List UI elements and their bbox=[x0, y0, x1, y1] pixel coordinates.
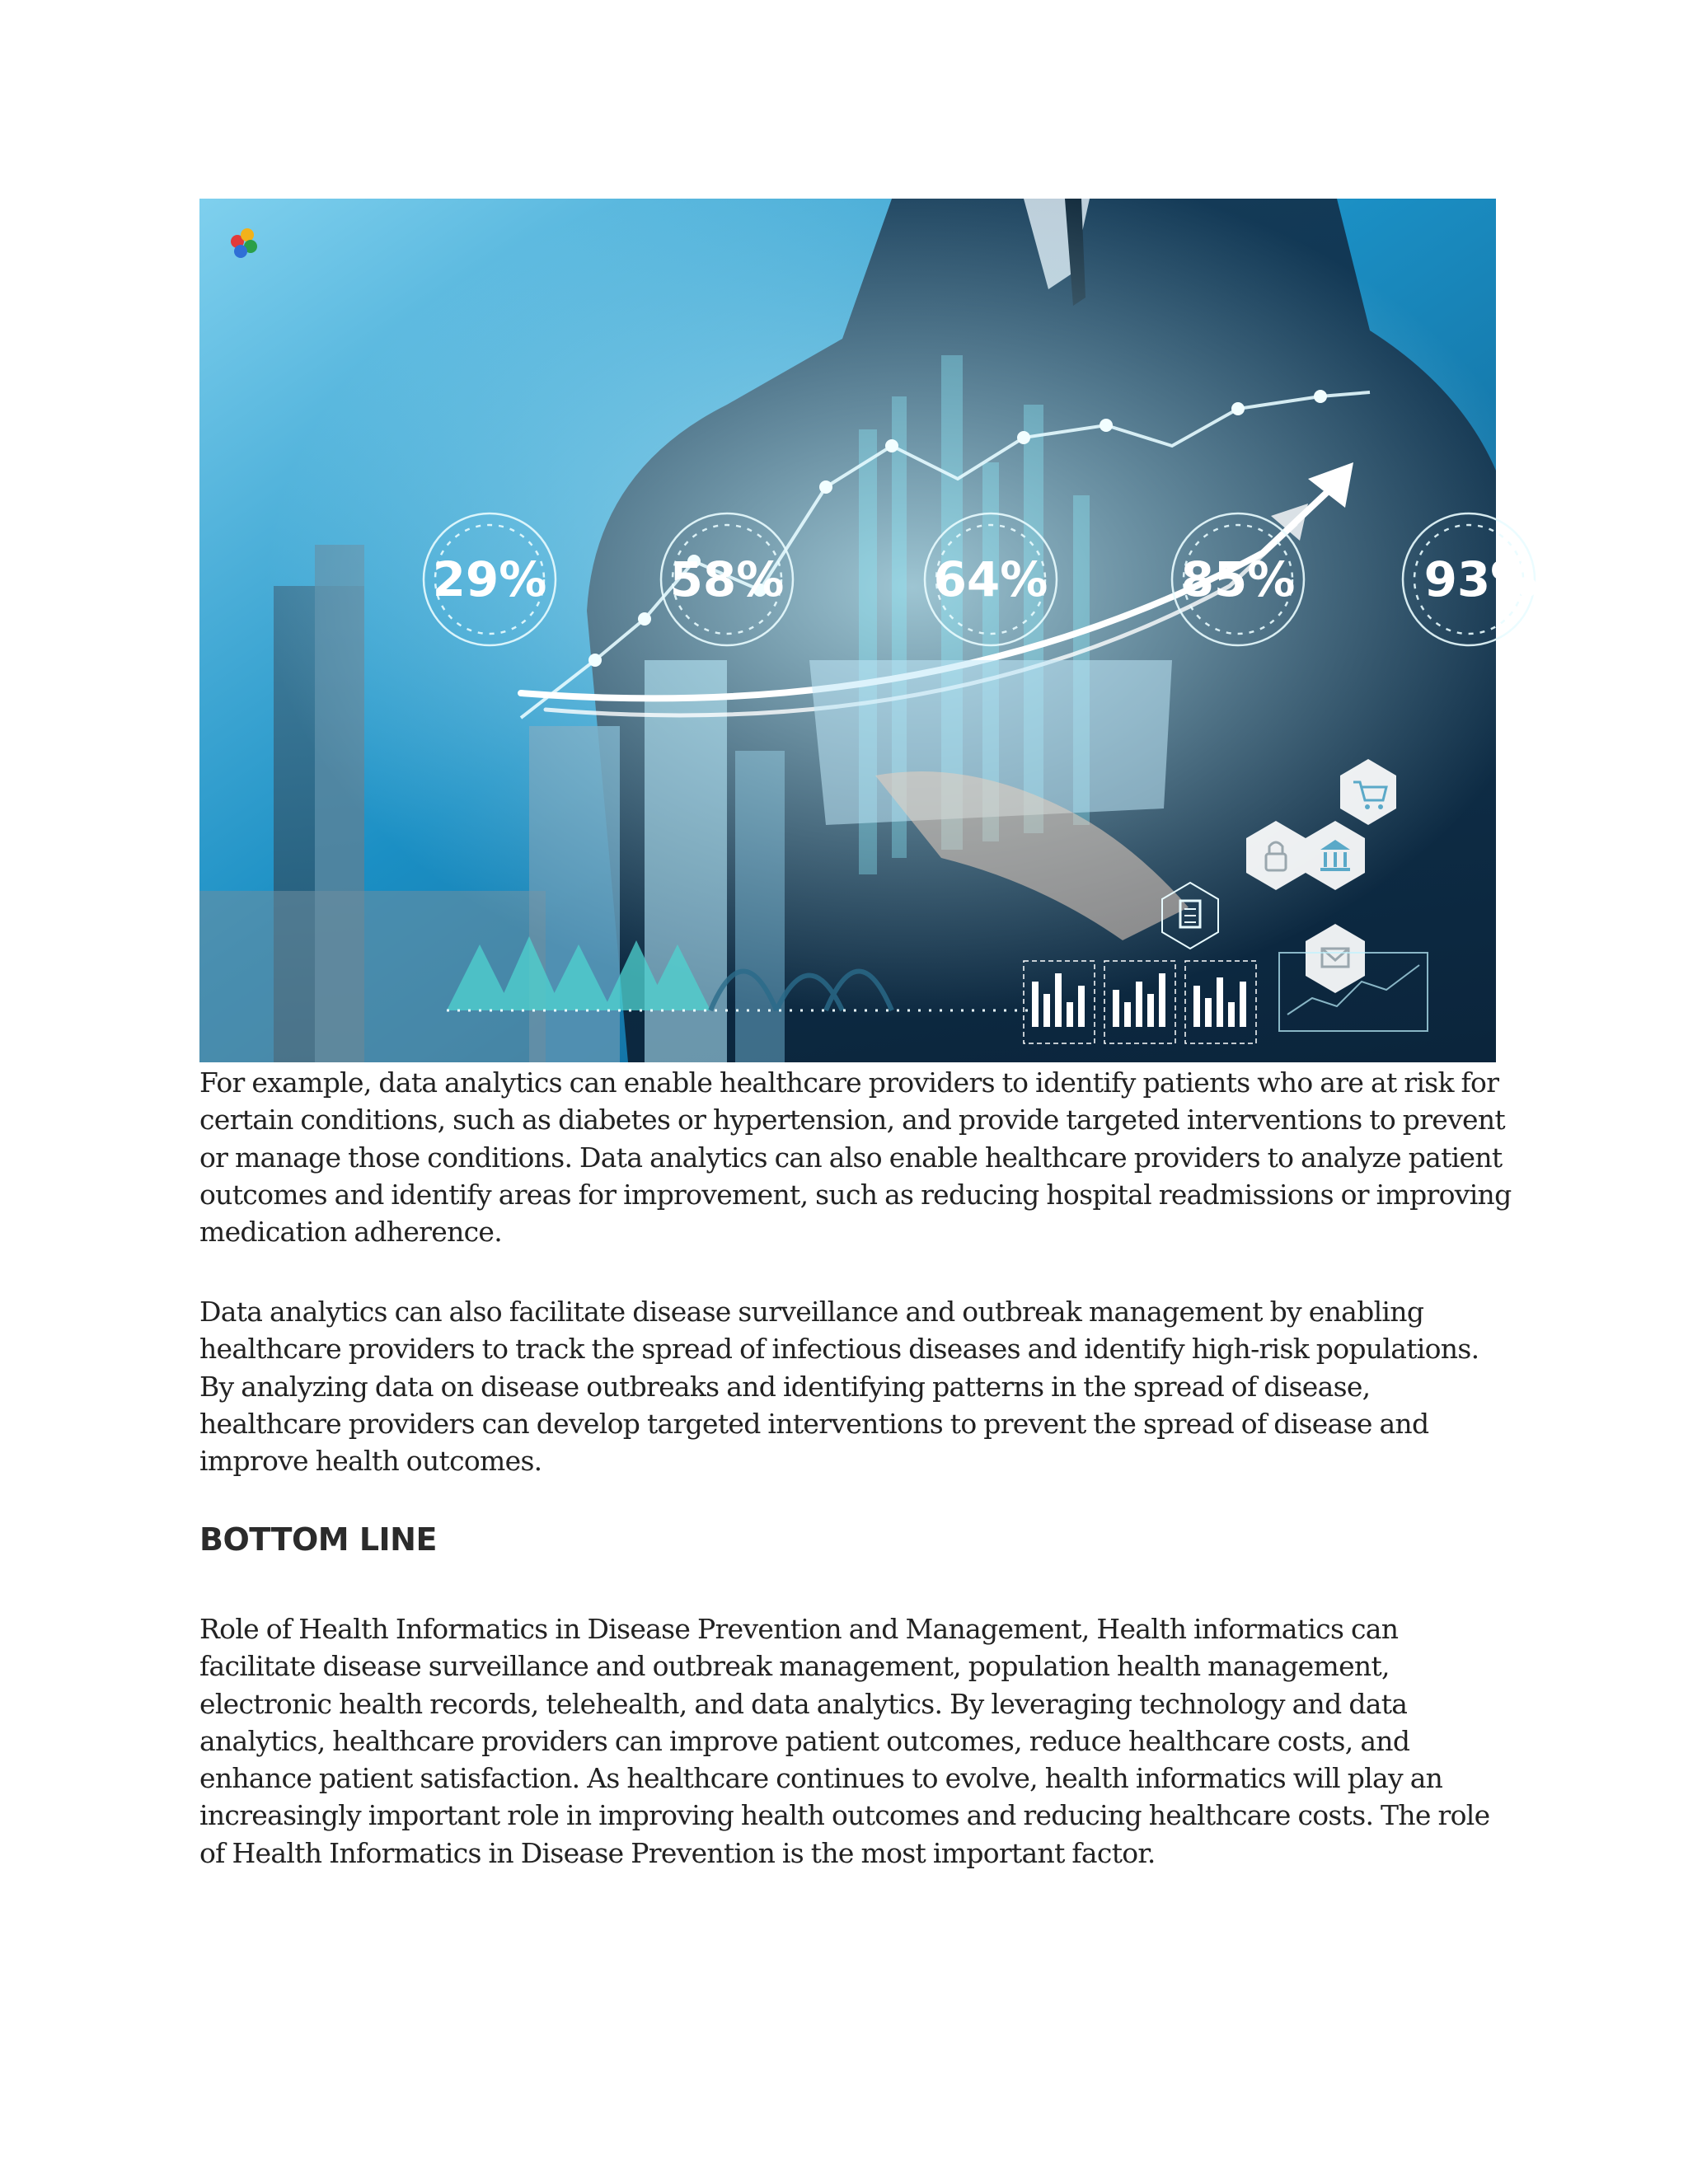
dial-93: 93% bbox=[1423, 551, 1539, 607]
hero-illustration bbox=[199, 199, 1539, 1062]
paragraph-conclusion: Role of Health Informatics in Disease Prevention and Management, Health informatics can facilitate disease surveillance and outbreak management, population health management, electronic health records, telehealth, and data analytics. By leveraging technology and data analytics, healthcare providers can improve patient outcomes, reduce healthcare costs, and enhance patient satisfaction. As healthcare continues to evolve, health informatics will play an increasingly important role in improving health outcomes and reducing healthcare costs. The role of Health Informatics in Disease Prevention is the most important factor. bbox=[199, 1613, 1490, 1869]
dial-85: 85% bbox=[1180, 551, 1296, 607]
section-heading-bottom-line: BOTTOM LINE bbox=[199, 1521, 437, 1558]
paragraph-disease-surveillance: Data analytics can also facilitate disease surveillance and outbreak management by enabling healthcare providers to track the spread of infectious diseases and identify high-risk populations. By analyzing data on disease outbreaks and identifying patterns in the spread of disease, healthcare providers can develop targeted interventions to prevent the spread of disease and improve health outcomes. bbox=[199, 1296, 1479, 1478]
paragraph-analytics-example: For example, data analytics can enable healthcare providers to identify patients who are at risk for certain conditions, such as diabetes or hypertension, and provide targeted interventions to prevent or manage those conditions. Data analytics can also enable healthcare providers to analyze patient outcomes and identify areas for improvement, such as reducing hospital readmissions or improving medication adherence. bbox=[199, 1066, 1512, 1249]
hero-image bbox=[199, 199, 1539, 1062]
dial-58: 58% bbox=[669, 551, 785, 607]
dial-29: 29% bbox=[432, 551, 547, 607]
dial-64: 64% bbox=[933, 551, 1048, 607]
